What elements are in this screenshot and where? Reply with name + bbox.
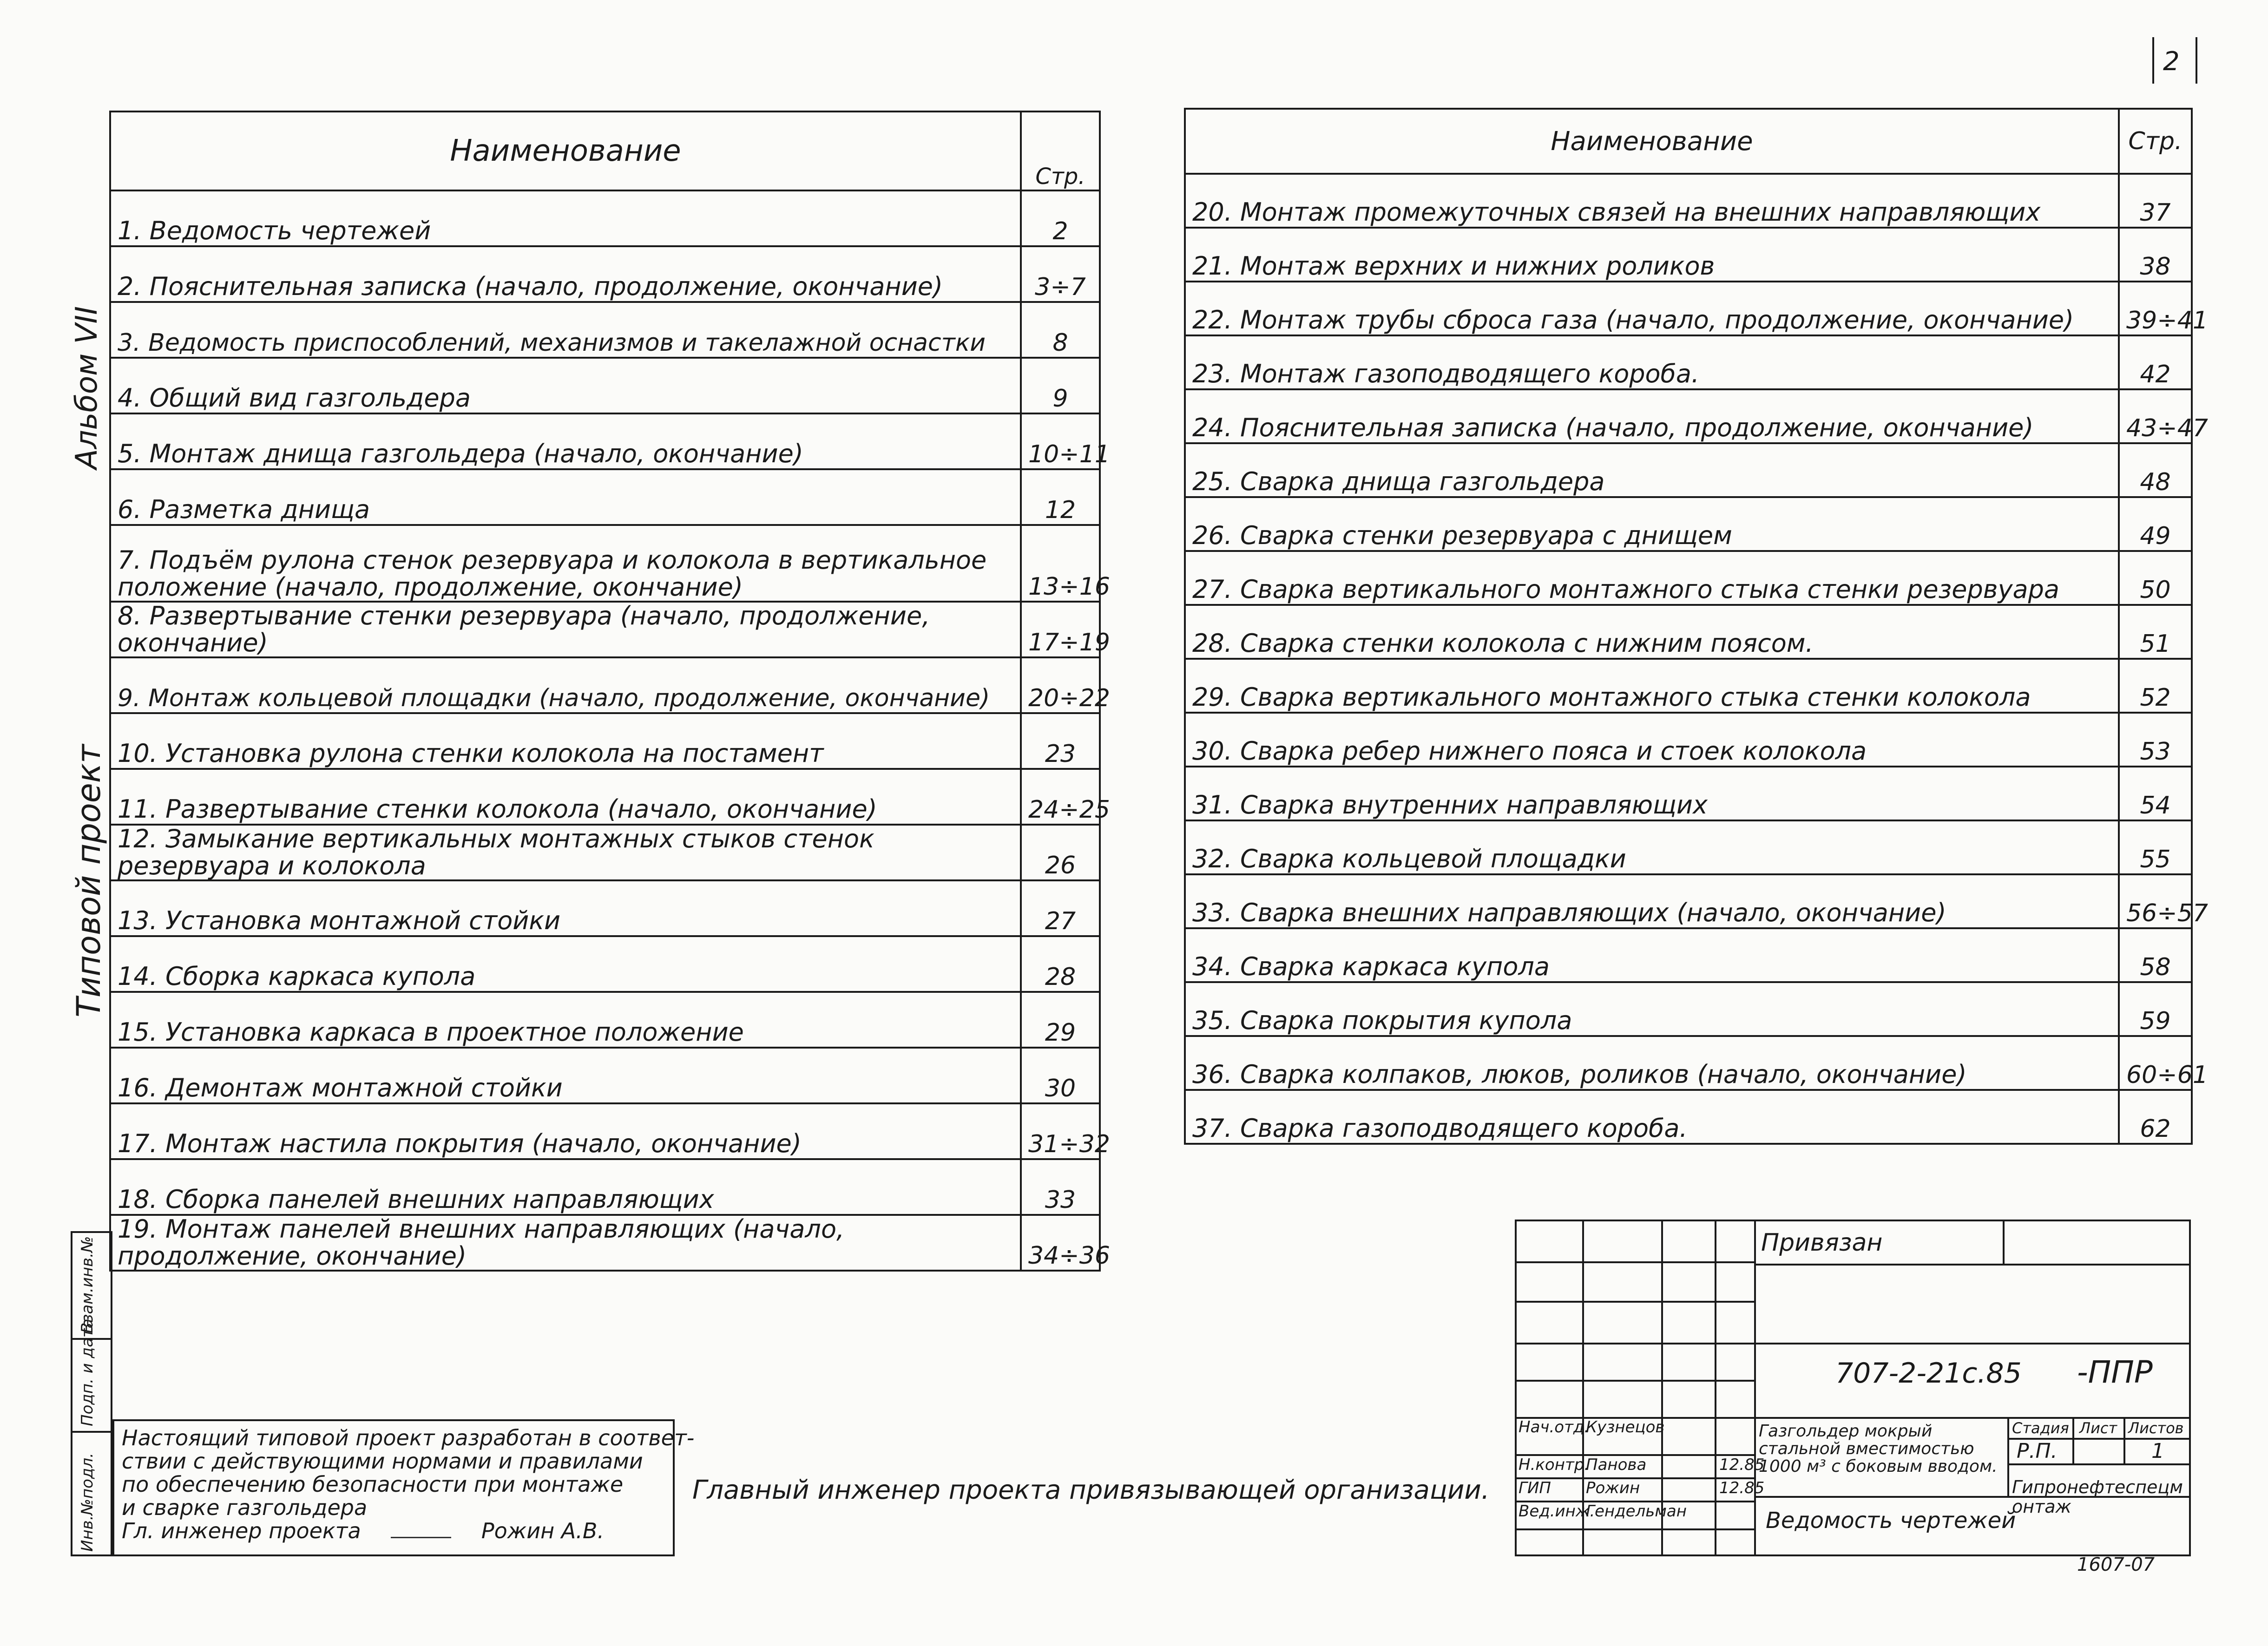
item-page: 60÷61 bbox=[2119, 1036, 2192, 1090]
item-name: 21. Монтаж верхних и нижних роликов bbox=[1185, 228, 2119, 282]
item-page: 28 bbox=[1021, 936, 1100, 992]
item-name: 30. Сварка ребер нижнего пояса и стоек колокола bbox=[1185, 713, 2119, 767]
table-row bbox=[1185, 659, 2192, 713]
item-name: 35. Сварка покрытия купола bbox=[1185, 982, 2119, 1036]
item-name: 18. Сборка панелей внешних направляющих bbox=[110, 1159, 1021, 1215]
item-name: 1. Ведомость чертежей bbox=[110, 190, 1021, 246]
item-name: 11. Развертывание стенки колокола (начало, окончание) bbox=[110, 769, 1021, 825]
table-row bbox=[1185, 443, 2192, 497]
left-table-body bbox=[110, 190, 1110, 1271]
item-page: 54 bbox=[2119, 767, 2192, 820]
item-page: 12 bbox=[1021, 469, 1100, 525]
item-name: 17. Монтаж настила покрытия (начало, окончание) bbox=[110, 1103, 1021, 1159]
table-row bbox=[1185, 713, 2192, 767]
right-header-name: Наименование bbox=[1185, 109, 2119, 174]
item-page: 38 bbox=[2119, 228, 2192, 282]
table-row bbox=[110, 1215, 1100, 1271]
person-role: Н.контр. bbox=[1519, 1456, 1590, 1474]
project-code-number: 707-2-21с.85 bbox=[1835, 1357, 2022, 1390]
item-page: 10÷11 bbox=[1021, 413, 1100, 469]
safety-note-line: ствии с действующими нормами и правилами bbox=[122, 1449, 643, 1474]
item-name: 23. Монтаж газоподводящего короба. bbox=[1185, 335, 2119, 389]
item-page: 23 bbox=[1021, 713, 1100, 769]
object-name: Газгольдер мокрый стальной вместимостью 1000 м³ с боковым вводом. bbox=[1759, 1422, 1998, 1476]
item-page: 30 bbox=[1021, 1048, 1100, 1103]
table-row bbox=[1185, 497, 2192, 551]
table-row bbox=[1185, 928, 2192, 982]
item-page: 51 bbox=[2119, 605, 2192, 659]
footer-number: 1607-07 bbox=[2077, 1554, 2155, 1575]
right-table-body bbox=[1185, 174, 2208, 1144]
sheet-number-divider bbox=[2152, 37, 2154, 84]
item-name: 22. Монтаж трубы сброса газа (начало, продолжение, окончание) bbox=[1185, 282, 2119, 335]
tb-row bbox=[1515, 1528, 1754, 1530]
item-page: 49 bbox=[2119, 497, 2192, 551]
item-name: 6. Разметка днища bbox=[110, 469, 1021, 525]
tb-col bbox=[2003, 1220, 2005, 1264]
album-label: Альбом VII bbox=[70, 306, 104, 469]
side-stamp-line bbox=[71, 1431, 112, 1433]
table-row bbox=[110, 602, 1100, 657]
item-page: 52 bbox=[2119, 659, 2192, 713]
table-row bbox=[1185, 335, 2192, 389]
item-name: 20. Монтаж промежуточных связей на внешних направляющих bbox=[1185, 174, 2119, 228]
table-row bbox=[1185, 174, 2192, 228]
item-page: 56÷57 bbox=[2119, 874, 2192, 928]
tb-col bbox=[2123, 1417, 2125, 1463]
table-row bbox=[1185, 874, 2192, 928]
item-name: 33. Сварка внешних направляющих (начало, окончание) bbox=[1185, 874, 2119, 928]
item-page: 48 bbox=[2119, 443, 2192, 497]
signature-mark bbox=[391, 1537, 451, 1538]
side-stamp-label-sign: Подп. и дата bbox=[78, 1318, 97, 1426]
item-name: 26. Сварка стенки резервуара с днищем bbox=[1185, 497, 2119, 551]
project-code-suffix: -ППР bbox=[2077, 1354, 2153, 1390]
item-page: 59 bbox=[2119, 982, 2192, 1036]
safety-note-line: и сварке газгольдера bbox=[122, 1495, 368, 1520]
item-name: 37. Сварка газоподводящего короба. bbox=[1185, 1090, 2119, 1144]
left-header-page: Стр. bbox=[1021, 111, 1100, 190]
table-row bbox=[1185, 1090, 2192, 1144]
table-row bbox=[110, 713, 1100, 769]
table-row bbox=[110, 525, 1100, 602]
item-page: 53 bbox=[2119, 713, 2192, 767]
table-row bbox=[110, 469, 1100, 525]
item-page: 42 bbox=[2119, 335, 2192, 389]
item-name: 14. Сборка каркаса купола bbox=[110, 936, 1021, 992]
item-page: 39÷41 bbox=[2119, 282, 2192, 335]
sheet-number-divider-right bbox=[2196, 37, 2197, 84]
item-page: 26 bbox=[1021, 825, 1100, 880]
item-page: 62 bbox=[2119, 1090, 2192, 1144]
item-name: 19. Монтаж панелей внешних направляющих (начало, продолжение, окончание) bbox=[110, 1215, 1021, 1271]
safety-note bbox=[122, 1426, 694, 1542]
item-page: 34÷36 bbox=[1021, 1215, 1100, 1271]
table-row bbox=[1185, 767, 2192, 820]
item-name: 24. Пояснительная записка (начало, продолжение, окончание) bbox=[1185, 389, 2119, 443]
item-name: 10. Установка рулона стенки колокола на постамент bbox=[110, 713, 1021, 769]
item-page: 3÷7 bbox=[1021, 246, 1100, 302]
item-name: 34. Сварка каркаса купола bbox=[1185, 928, 2119, 982]
table-row bbox=[110, 190, 1100, 246]
table-row bbox=[110, 769, 1100, 825]
table-row bbox=[1185, 1036, 2192, 1090]
item-name: 31. Сварка внутренних направляющих bbox=[1185, 767, 2119, 820]
item-name: 36. Сварка колпаков, люков, роликов (начало, окончание) bbox=[1185, 1036, 2119, 1090]
table-row bbox=[1185, 605, 2192, 659]
project-label: Типовой проект bbox=[70, 744, 108, 1017]
item-page: 20÷22 bbox=[1021, 657, 1100, 713]
sheet-number: 2 bbox=[2163, 46, 2180, 77]
side-stamp-label-replace: Взам.инв.№ bbox=[78, 1236, 97, 1333]
table-row bbox=[110, 936, 1100, 992]
item-page: 29 bbox=[1021, 992, 1100, 1048]
right-index-table bbox=[1184, 108, 2208, 1145]
table-row bbox=[1185, 389, 2192, 443]
tb-row bbox=[1515, 1343, 2191, 1344]
table-row bbox=[110, 657, 1100, 713]
document-name: Ведомость чертежей bbox=[1766, 1508, 2016, 1534]
item-name: 8. Развертывание стенки резервуара (начало, продолжение, окончание) bbox=[110, 602, 1021, 657]
left-header-name: Наименование bbox=[110, 111, 1021, 190]
stage-value: Р.П. bbox=[2017, 1439, 2058, 1463]
person-role: Нач.отд. bbox=[1519, 1418, 1590, 1436]
table-row bbox=[110, 825, 1100, 880]
project-code bbox=[1835, 1354, 2153, 1390]
left-index-table bbox=[109, 111, 1110, 1272]
person-role: ГИП bbox=[1519, 1479, 1551, 1497]
table-row bbox=[1185, 820, 2192, 874]
item-name: 28. Сварка стенки колокола с нижним поясом. bbox=[1185, 605, 2119, 659]
stage-label: Стадия bbox=[2012, 1419, 2069, 1437]
tb-row bbox=[1515, 1380, 1754, 1382]
table-row bbox=[110, 992, 1100, 1048]
tb-row bbox=[1515, 1301, 1754, 1303]
person-name: Гендельман bbox=[1586, 1502, 1687, 1521]
item-name: 16. Демонтаж монтажной стойки bbox=[110, 1048, 1021, 1103]
table-row bbox=[110, 246, 1100, 302]
table-row bbox=[110, 1103, 1100, 1159]
right-header-page: Стр. bbox=[2119, 109, 2192, 174]
table-row bbox=[110, 1048, 1100, 1103]
tb-row bbox=[2007, 1463, 2191, 1465]
safety-note-line: по обеспечению безопасности при монтаже bbox=[122, 1472, 624, 1497]
item-name: 7. Подъём рулона стенок резервуара и колокола в вертикальное положение (начало, продолжение, окончание) bbox=[110, 525, 1021, 602]
sheet-label: Лист bbox=[2079, 1419, 2117, 1437]
item-page: 2 bbox=[1021, 190, 1100, 246]
tb-col bbox=[2072, 1417, 2074, 1463]
item-name: 27. Сварка вертикального монтажного стыка стенки резервуара bbox=[1185, 551, 2119, 605]
sheets-label: Листов bbox=[2128, 1419, 2184, 1437]
item-name: 3. Ведомость приспособлений, механизмов и такелажной оснастки bbox=[110, 302, 1021, 358]
item-name: 4. Общий вид газгольдера bbox=[110, 358, 1021, 413]
person-date: 12.85 bbox=[1719, 1479, 1765, 1497]
item-page: 9 bbox=[1021, 358, 1100, 413]
item-page: 37 bbox=[2119, 174, 2192, 228]
person-date: 12.85 bbox=[1719, 1456, 1765, 1474]
table-row bbox=[1185, 551, 2192, 605]
tb-row bbox=[1515, 1261, 1754, 1263]
item-page: 58 bbox=[2119, 928, 2192, 982]
person-role: Вед.инж. bbox=[1519, 1502, 1595, 1521]
tb-col bbox=[2007, 1417, 2009, 1496]
item-page: 50 bbox=[2119, 551, 2192, 605]
tb-col bbox=[1754, 1220, 1756, 1556]
person-name: Панова bbox=[1586, 1456, 1647, 1474]
signature-name: Рожин А.В. bbox=[481, 1518, 605, 1543]
side-stamp-label-inv: Инв.№подл. bbox=[78, 1453, 97, 1552]
person-name: Кузнецов bbox=[1586, 1418, 1665, 1436]
tb-row bbox=[1754, 1264, 2191, 1266]
table-row bbox=[1185, 282, 2192, 335]
table-row bbox=[110, 880, 1100, 936]
item-name: 13. Установка монтажной стойки bbox=[110, 880, 1021, 936]
tb-col bbox=[1715, 1220, 1716, 1556]
table-row bbox=[110, 1159, 1100, 1215]
table-row bbox=[110, 302, 1100, 358]
item-page: 33 bbox=[1021, 1159, 1100, 1215]
signature-title: Гл. инженер проекта bbox=[122, 1518, 361, 1543]
item-page: 27 bbox=[1021, 880, 1100, 936]
table-row bbox=[1185, 228, 2192, 282]
table-row bbox=[110, 413, 1100, 469]
sheets-value: 1 bbox=[2151, 1439, 2164, 1463]
item-page: 8 bbox=[1021, 302, 1100, 358]
organization: Гипронефтеспецмонтаж bbox=[2012, 1477, 2183, 1517]
item-page: 43÷47 bbox=[2119, 389, 2192, 443]
item-name: 32. Сварка кольцевой площадки bbox=[1185, 820, 2119, 874]
table-row bbox=[110, 358, 1100, 413]
item-page: 17÷19 bbox=[1021, 602, 1100, 657]
safety-note-line: Настоящий типовой проект разработан в соответ- bbox=[122, 1425, 695, 1450]
table-row bbox=[1185, 982, 2192, 1036]
chief-engineer-text: Главный инженер проекта привязывающей организации. bbox=[692, 1475, 1490, 1505]
item-name: 15. Установка каркаса в проектное положение bbox=[110, 992, 1021, 1048]
item-page: 55 bbox=[2119, 820, 2192, 874]
item-page: 31÷32 bbox=[1021, 1103, 1100, 1159]
item-page: 24÷25 bbox=[1021, 769, 1100, 825]
item-page: 13÷16 bbox=[1021, 525, 1100, 602]
item-name: 12. Замыкание вертикальных монтажных стыков стенок резервуара и колокола bbox=[110, 825, 1021, 880]
item-name: 9. Монтаж кольцевой площадки (начало, продолжение, окончание) bbox=[110, 657, 1021, 713]
item-name: 2. Пояснительная записка (начало, продолжение, окончание) bbox=[110, 246, 1021, 302]
item-name: 25. Сварка днища газгольдера bbox=[1185, 443, 2119, 497]
bound-label: Привязан bbox=[1761, 1229, 1883, 1257]
item-name: 5. Монтаж днища газгольдера (начало, окончание) bbox=[110, 413, 1021, 469]
person-name: Рожин bbox=[1586, 1479, 1640, 1497]
item-name: 29. Сварка вертикального монтажного стыка стенки колокола bbox=[1185, 659, 2119, 713]
